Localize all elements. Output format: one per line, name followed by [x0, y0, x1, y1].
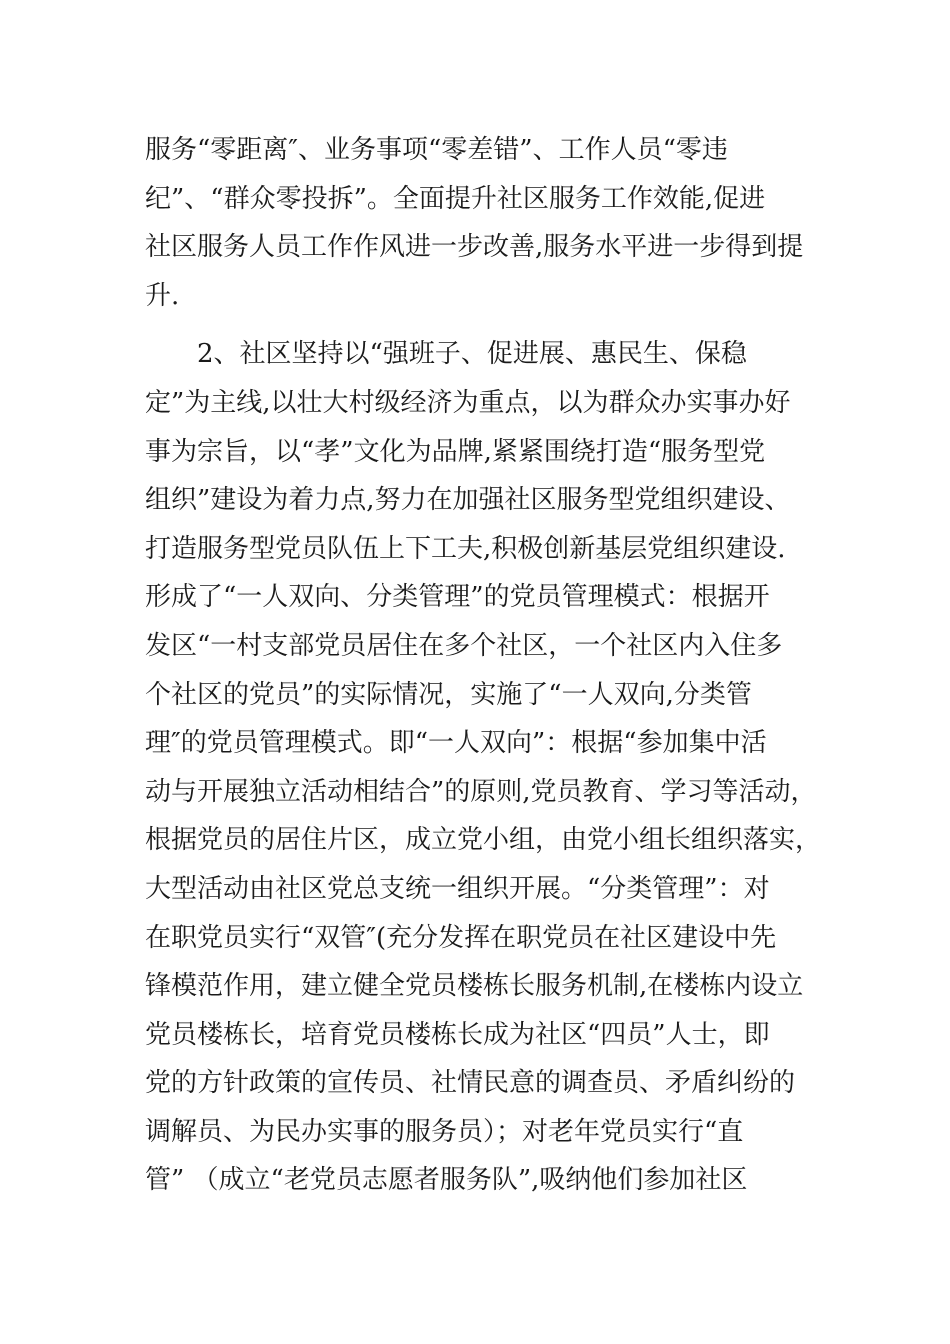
text-line: 打造服务型党员队伍上下工夫,积极创新基层党组织建设. — [145, 533, 786, 564]
text-line: 定”为主线,以壮大村级经济为重点，以为群众办实事办好 — [145, 387, 791, 418]
paragraph-2 — [145, 330, 825, 1205]
text-line: 在职党员实行“双管″(充分发挥在职党员在社区建设中先 — [145, 922, 777, 953]
text-line: 根据党员的居住片区，成立党小组，由党小组长组织落实， — [145, 825, 822, 856]
text-line: 理″的党员管理模式。即“一人双向”：根据“参加集中活 — [145, 728, 767, 759]
text-line: 事为宗旨，以“孝”文化为品牌,紧紧围绕打造“服务型党 — [145, 436, 766, 467]
text-line: 调解员、为民办实事的服务员）；对老年党员实行“直 — [145, 1116, 744, 1147]
text-line: 个社区的党员”的实际情况，实施了“一人双向,分类管 — [145, 679, 752, 710]
text-line: 动与开展独立活动相结合”的原则,党员教育、学习等活动， — [145, 776, 817, 807]
text-line: 组织”建设为着力点,努力在加强社区服务型党组织建设、 — [145, 485, 791, 516]
text-line: 升. — [145, 280, 180, 311]
text-line: 党的方针政策的宣传员、社情民意的调查员、矛盾纠纷的 — [145, 1068, 796, 1099]
text-line: 党员楼栋长，培育党员楼栋长成为社区“四员”人士，即 — [145, 1019, 770, 1050]
text-line: 锋模范作用，建立健全党员楼栋长服务机制,在楼栋内设立 — [145, 971, 804, 1002]
text-line: 大型活动由社区党总支统一组织开展。“分类管理”：对 — [145, 873, 770, 904]
text-line: 服务“零距离″、业务事项“零差错”、工作人员“零违 — [145, 135, 728, 165]
text-line: 形成了“一人双向、分类管理”的党员管理模式：根据开 — [145, 582, 770, 613]
paragraph-spacer — [145, 320, 825, 330]
text-line: 纪”、“群众零投拆”。全面提升社区服务工作效能,促进 — [145, 183, 766, 214]
paragraph-1 — [145, 126, 825, 320]
body-text — [145, 126, 825, 1205]
text-line: 2、社区坚持以“强班子、促进展、惠民生、保稳 — [145, 339, 747, 370]
text-line: 发区“一村支部党员居住在多个社区，一个社区内入住多 — [145, 630, 783, 661]
text-line: 社区服务人员工作作风进一步改善,服务水平进一步得到提 — [145, 232, 804, 263]
text-line: 管” （成立“老党员志愿者服务队”,吸纳他们参加社区 — [145, 1165, 748, 1196]
